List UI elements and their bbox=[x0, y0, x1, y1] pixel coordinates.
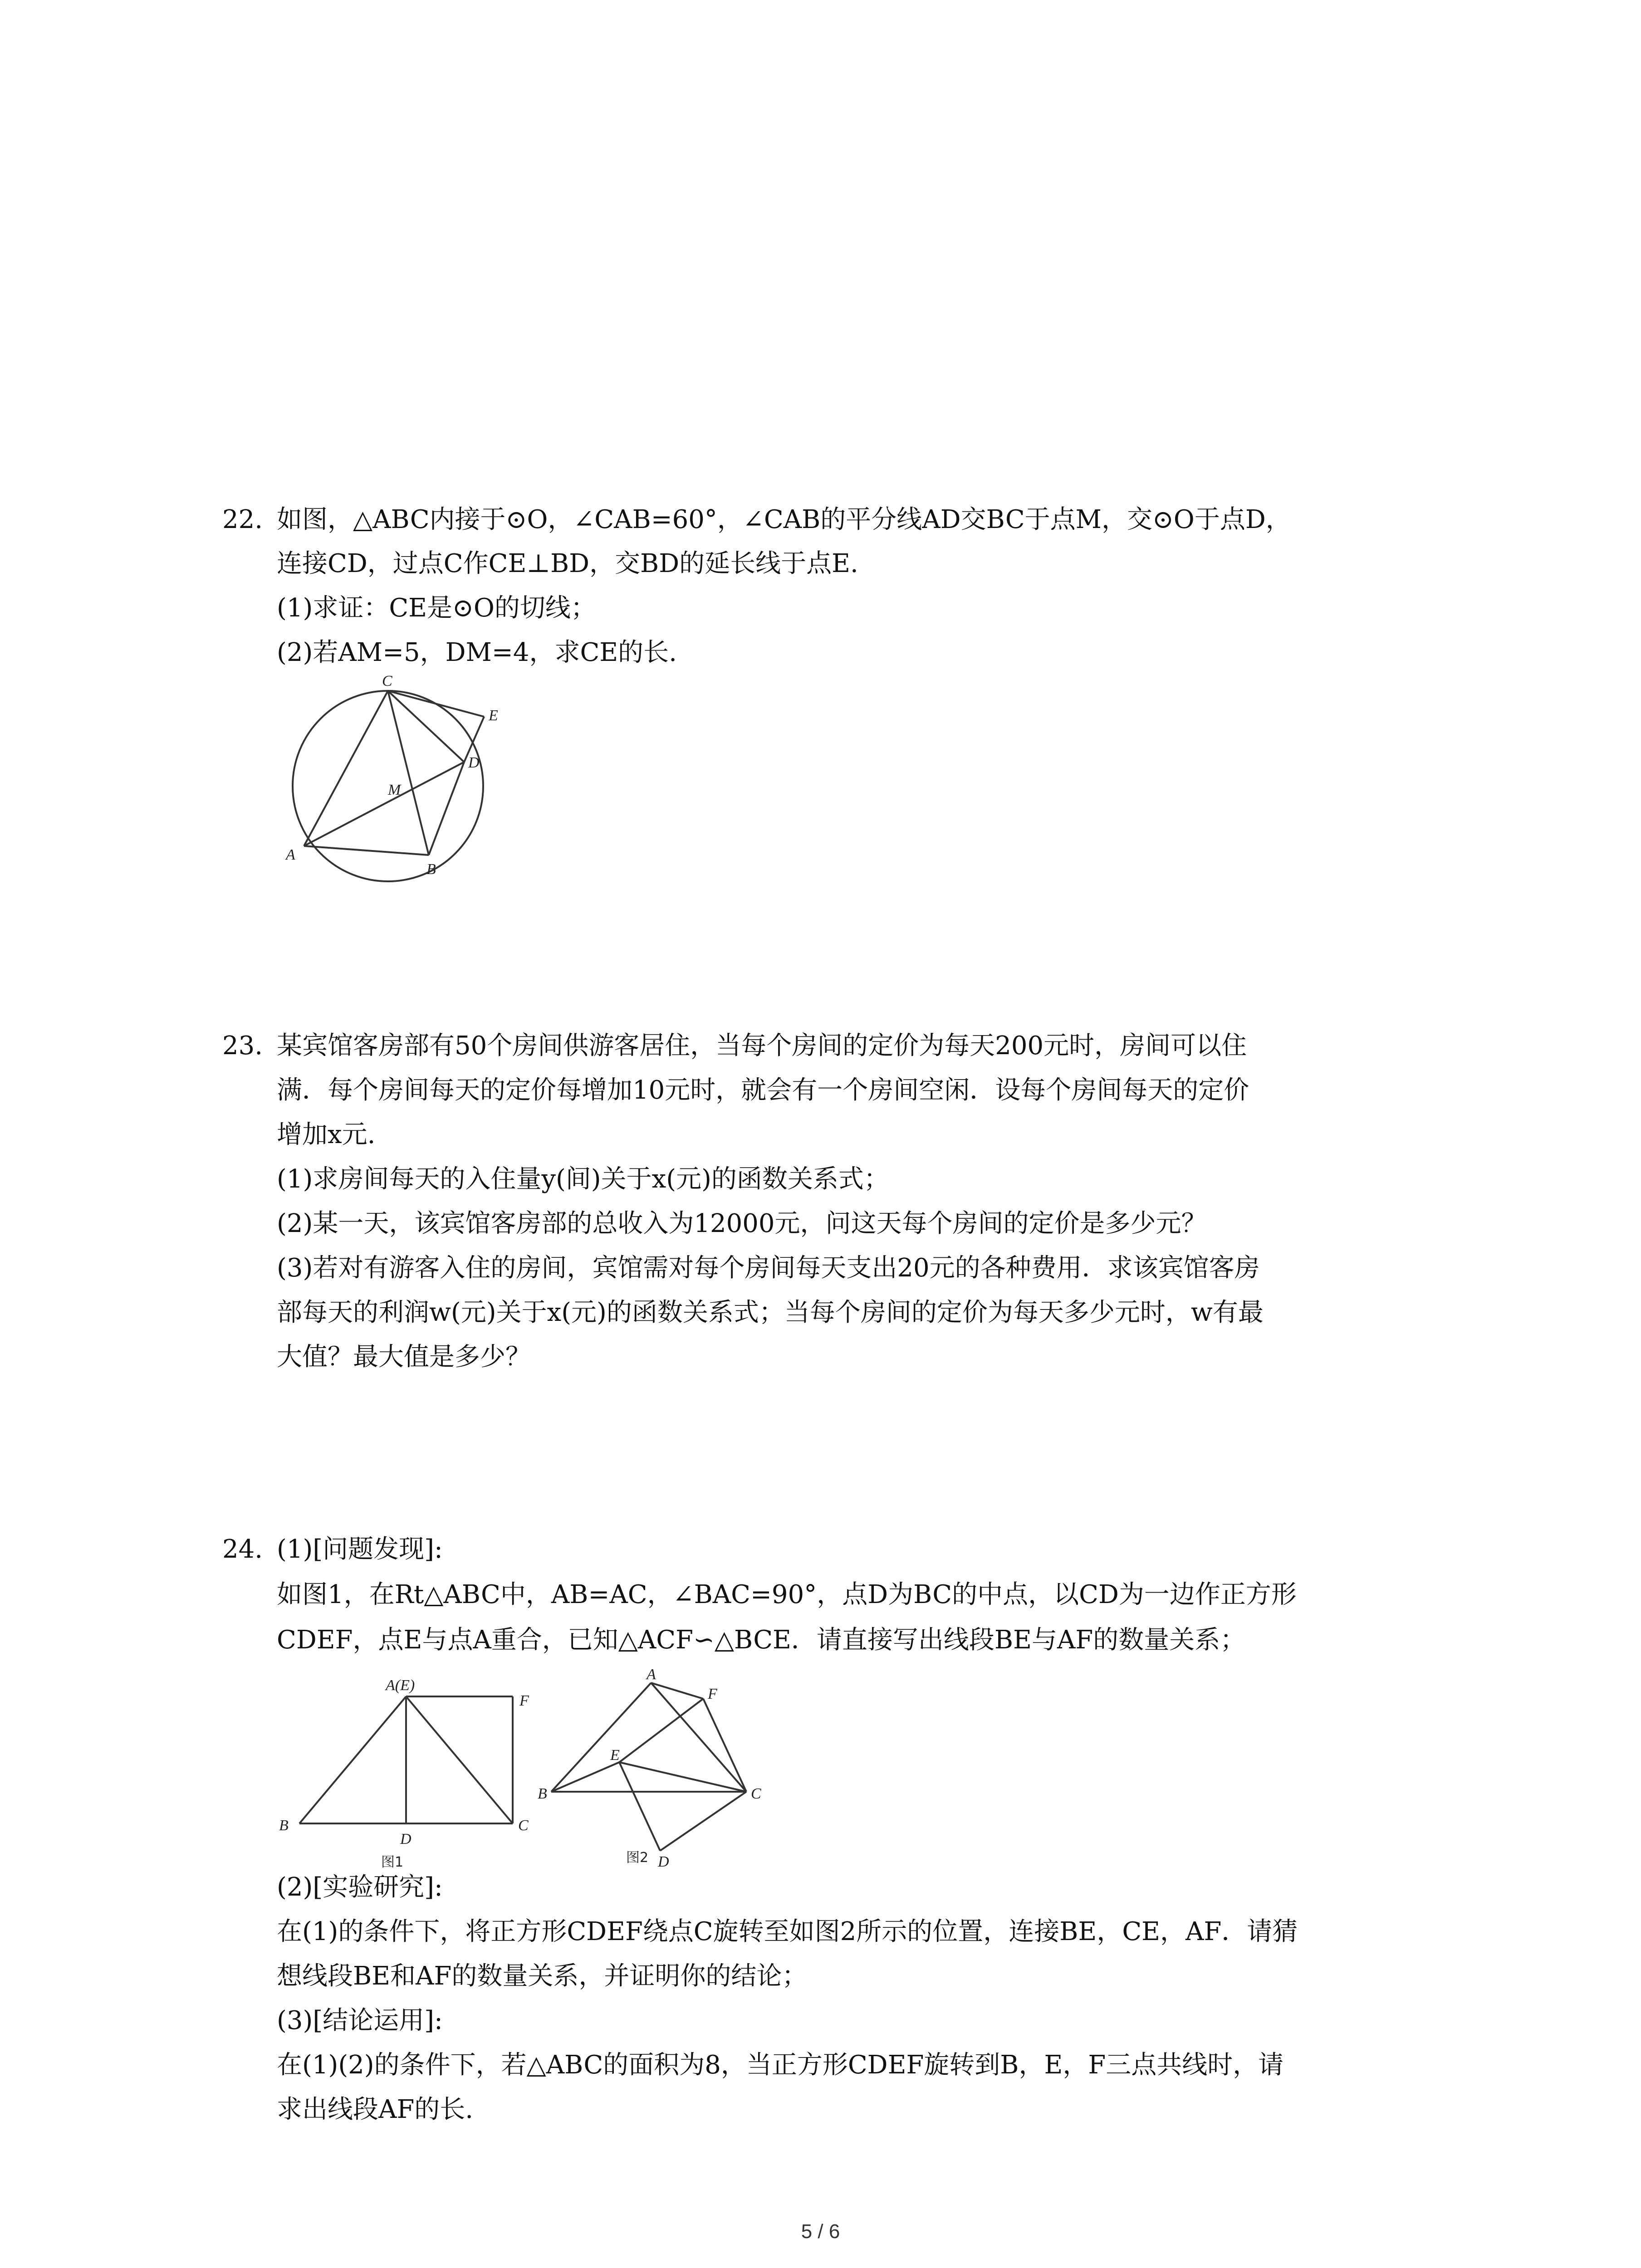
fig1-caption: 图1 bbox=[381, 1854, 404, 1870]
segment-ab bbox=[304, 846, 429, 855]
segment-bd bbox=[429, 762, 464, 855]
fig2-segment-ed bbox=[619, 1762, 660, 1851]
fig2-caption: 图2 bbox=[626, 1850, 649, 1866]
q22-line-2: 连接CD，过点C作CE⊥BD，交BD的延长线于点E. bbox=[277, 549, 858, 578]
fig2-segment-fc bbox=[703, 1699, 746, 1792]
fig1-segment-ab bbox=[299, 1696, 406, 1823]
segment-ad bbox=[304, 762, 464, 846]
fig2-label-c: C bbox=[751, 1785, 761, 1802]
fig2-segment-ab bbox=[551, 1683, 651, 1792]
label-c: C bbox=[382, 673, 392, 689]
label-d: D bbox=[468, 754, 480, 771]
q23-line-6: (3)若对有游客入住的房间，宾馆需对每个房间每天支出20元的各种费用．求该宾馆客房 bbox=[277, 1253, 1260, 1283]
q22-circle-figure bbox=[263, 671, 517, 885]
fig2-segment-ac bbox=[651, 1683, 746, 1792]
q24-line-3: CDEF，点E与点A重合，已知△ACF∽△BCE．请直接写出线段BE与AF的数量关系； bbox=[277, 1625, 1246, 1655]
q23-line-5: (2)某一天，该宾馆客房部的总收入为12000元，问这天每个房间的定价是多少元？ bbox=[277, 1209, 1207, 1238]
q24-line-7: (3)[结论运用]: bbox=[277, 2006, 443, 2035]
q22-line-1: 如图，△ABC内接于⊙O，∠CAB=60°，∠CAB的平分线AD交BC于点M，交⊙O于点D， bbox=[277, 505, 1291, 534]
fig2-label-a: A bbox=[647, 1669, 656, 1683]
fig2-label-e: E bbox=[610, 1747, 620, 1764]
q22-line-4: (2)若AM=5，DM=4，求CE的长. bbox=[277, 638, 677, 667]
fig2-segment-dc bbox=[660, 1792, 746, 1851]
fig1-label-c: C bbox=[518, 1817, 529, 1834]
segment-bc bbox=[388, 691, 429, 855]
fig1-label-b: B bbox=[279, 1817, 289, 1834]
fig1-label-ae: A(E) bbox=[386, 1677, 415, 1694]
q24-line-6: 想线段BE和AF的数量关系，并证明你的结论； bbox=[277, 1961, 808, 1991]
q24-line-4: (2)[实验研究]: bbox=[277, 1872, 443, 1902]
label-m: M bbox=[388, 782, 401, 798]
q24-figure-1 bbox=[272, 1674, 544, 1873]
fig2-label-f: F bbox=[708, 1686, 717, 1702]
q24-figure-2 bbox=[535, 1669, 789, 1869]
fig2-segment-ef bbox=[619, 1699, 703, 1762]
q23-line-7: 部每天的利润w(元)关于x(元)的函数关系式；当每个房间的定价为每天多少元时，w有最 bbox=[277, 1298, 1264, 1327]
q24-line-2: 如图1，在Rt△ABC中，AB=AC，∠BAC=90°，点D为BC的中点，以CD为一边作正方形 bbox=[277, 1580, 1297, 1609]
fig2-label-b: B bbox=[538, 1785, 547, 1802]
label-a: A bbox=[286, 846, 295, 863]
q22-line-3: (1)求证：CE是⊙O的切线； bbox=[277, 593, 596, 623]
fig2-label-d: D bbox=[658, 1853, 669, 1869]
segment-ac bbox=[304, 691, 388, 846]
fig2-segment-be bbox=[551, 1762, 619, 1792]
q24-line-9: 求出线段AF的长. bbox=[277, 2095, 474, 2124]
q24-line-5: 在(1)的条件下，将正方形CDEF绕点C旋转至如图2所示的位置，连接BE，CE，AF．请猜 bbox=[277, 1917, 1298, 1946]
question-24-number: 24. bbox=[222, 1535, 263, 1564]
label-b: B bbox=[426, 861, 436, 878]
fig1-segment-ac bbox=[406, 1696, 513, 1823]
q24-line-1: (1)[问题发现]: bbox=[277, 1535, 443, 1564]
page-number: 5 / 6 bbox=[801, 2220, 840, 2243]
label-e: E bbox=[489, 707, 498, 724]
q23-line-8: 大值？最大值是多少？ bbox=[277, 1342, 531, 1372]
question-22-number: 22. bbox=[222, 505, 263, 534]
fig1-label-d: D bbox=[400, 1831, 411, 1848]
question-23-number: 23. bbox=[222, 1031, 263, 1061]
q23-line-2: 满．每个房间每天的定价每增加10元时，就会有一个房间空闲．设每个房间每天的定价 bbox=[277, 1075, 1249, 1105]
fig1-label-f: F bbox=[519, 1692, 529, 1709]
q23-line-3: 增加x元. bbox=[277, 1120, 376, 1149]
fig2-segment-ec bbox=[619, 1762, 746, 1792]
q23-line-1: 某宾馆客房部有50个房间供游客居住，当每个房间的定价为每天200元时，房间可以住 bbox=[277, 1031, 1247, 1061]
q23-line-4: (1)求房间每天的入住量y(间)关于x(元)的函数关系式； bbox=[277, 1164, 889, 1194]
q24-line-8: 在(1)(2)的条件下，若△ABC的面积为8，当正方形CDEF旋转到B，E，F三点共线时，请 bbox=[277, 2050, 1284, 2080]
